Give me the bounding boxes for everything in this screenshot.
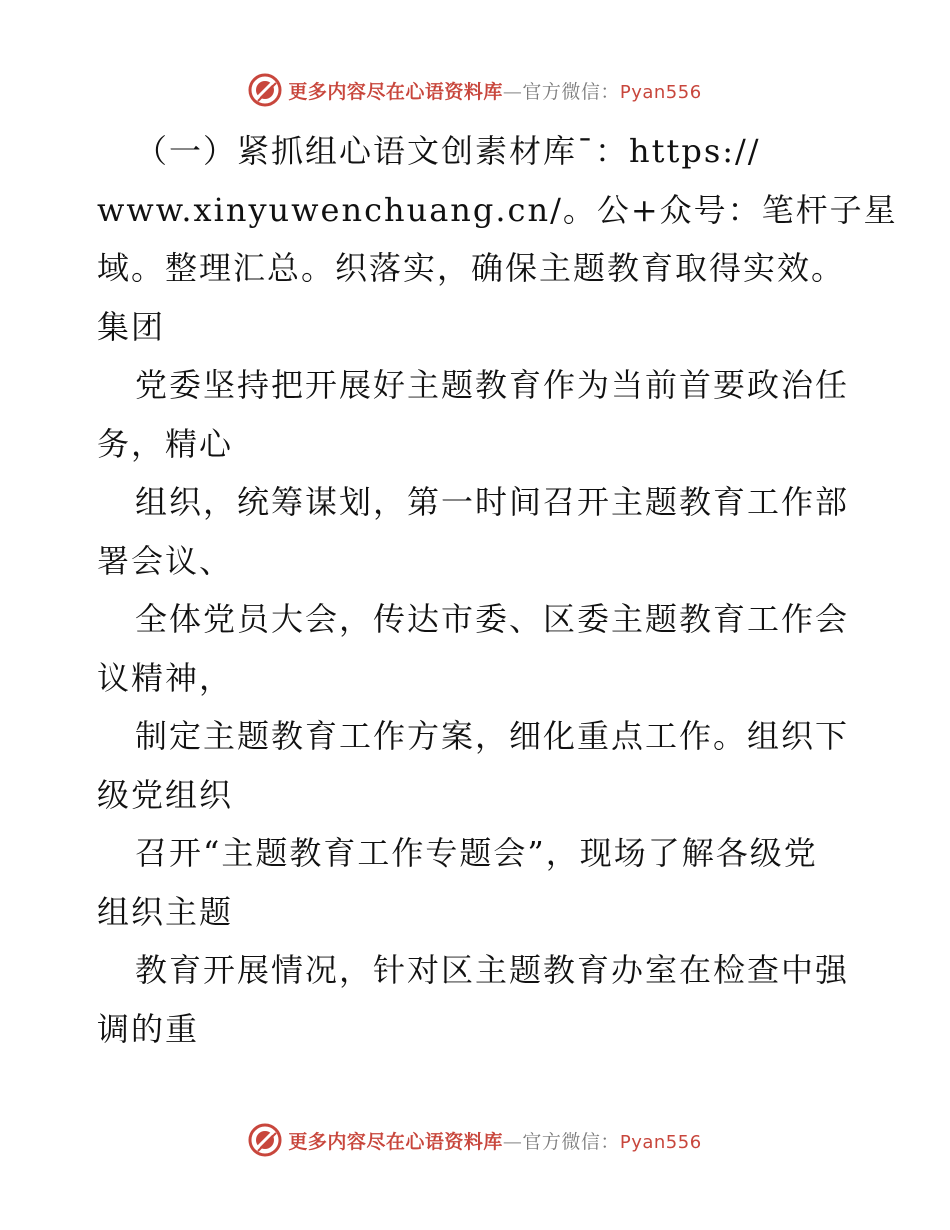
header-banner	[0, 70, 950, 110]
banner-separator: —	[502, 1130, 523, 1153]
body-line: 集团	[97, 307, 166, 346]
body-line: www.xinyuwenchuang.cn/。公+众号：笔杆子星	[97, 190, 898, 229]
banner-separator: —	[502, 80, 523, 103]
banner-handle: Pyan556	[619, 1131, 702, 1153]
footer-banner	[0, 1120, 950, 1160]
banner-text	[288, 77, 701, 104]
body-line: 署会议、	[97, 541, 234, 580]
body-line: （一）紧抓组心语文创素材库¯：https://	[135, 132, 761, 170]
banner-wechat-label: 官方微信：	[522, 80, 620, 103]
document-body	[97, 122, 898, 1058]
banner-text	[288, 1127, 701, 1154]
body-line: 级党组织	[97, 775, 234, 814]
banner-title: 更多内容尽在心语资料库	[288, 1130, 503, 1153]
logo-icon	[248, 73, 282, 107]
body-line: 域。整理汇总。织落实，确保主题教育取得实效。	[97, 249, 846, 287]
body-line: 议精神，	[97, 658, 234, 697]
logo-icon	[248, 1123, 282, 1157]
body-line: 组织，统筹谋划，第一时间召开主题教育工作部	[135, 483, 850, 521]
body-line: 务，精心	[97, 424, 234, 463]
body-line: 教育开展情况，针对区主题教育办室在检查中强	[135, 951, 850, 989]
body-line: 召开“主题教育工作专题会”，现场了解各级党	[135, 834, 818, 872]
body-line: 党委坚持把开展好主题教育作为当前首要政治任	[135, 366, 850, 404]
banner-wechat-label: 官方微信：	[522, 1130, 620, 1153]
body-line: 制定主题教育工作方案，细化重点工作。组织下	[135, 717, 850, 755]
banner-title: 更多内容尽在心语资料库	[288, 80, 503, 103]
body-line: 组织主题	[97, 892, 234, 931]
banner-handle: Pyan556	[619, 81, 702, 103]
body-line: 调的重	[97, 1009, 200, 1048]
body-line: 全体党员大会，传达市委、区委主题教育工作会	[135, 600, 850, 638]
